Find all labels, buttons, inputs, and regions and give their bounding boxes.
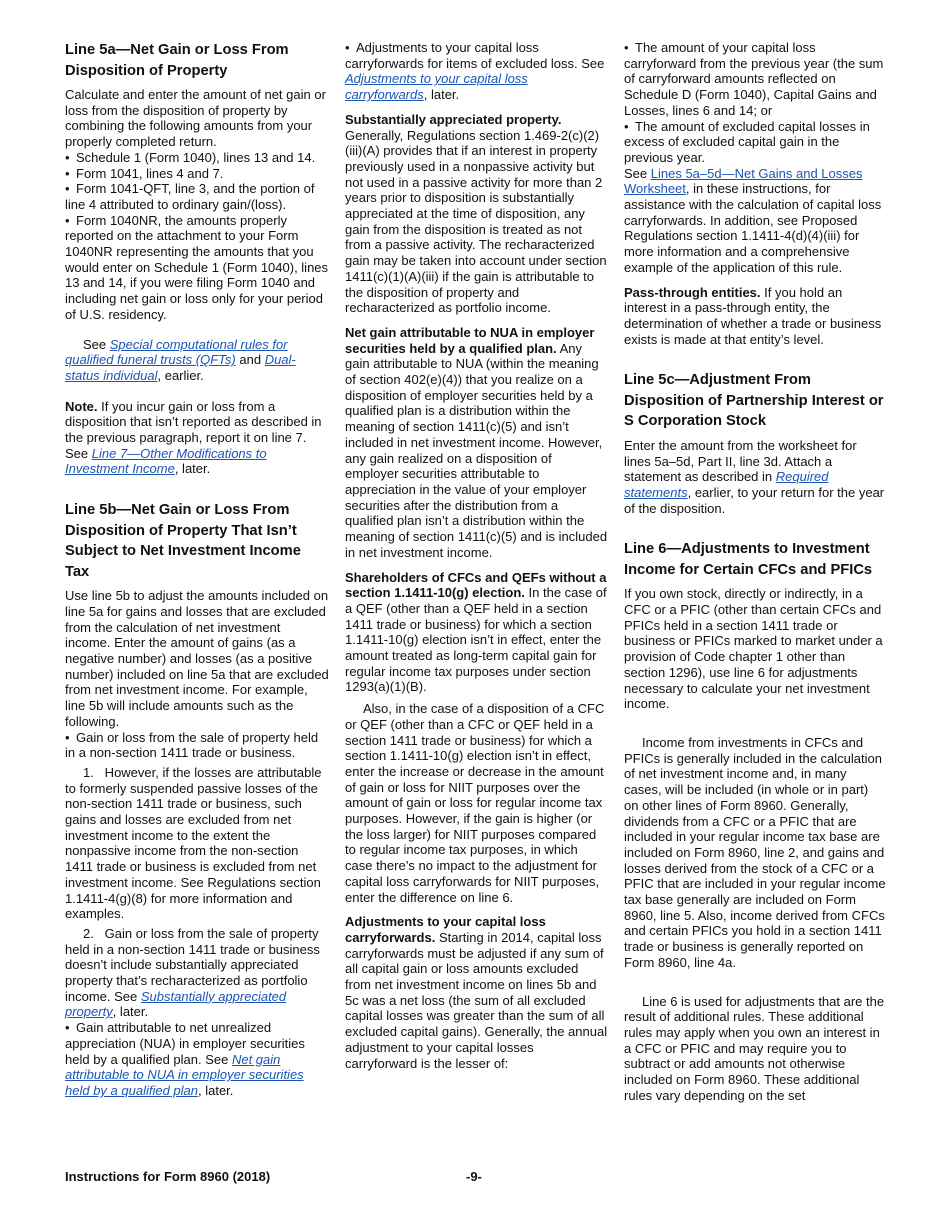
bullet-form-1041-qft: • Form 1041-QFT, line 3, and the portion of line 4 attributed to ordinary gain/(loss). — [65, 181, 329, 212]
paragraph-nua: Net gain attributable to NUA in employer securities held by a qualified plan. Any gain attributable to NUA (within the meaning of section 402(e)(4)) that you realize on a disposition of employer securities held by a qualified plan is a distribution within the meaning of section 1411(c)(5) and isn’t included in net investment income. However, any gain realized on a disposition of employer securities attributable to appreciation in the value of your employer securities after the distribution from a qualified plan isn’t a distribution within the meaning of section 1411(c)(5) and is included in net investment income. — [345, 324, 608, 560]
bullet-capital-loss-adjustments: • Adjustments to your capital loss carryforwards for items of excluded loss. See Adjustments to your capital loss carryforwards, later. — [345, 40, 608, 103]
paragraph-line-6-a: If you own stock, directly or indirectly, in a CFC or a PFIC (other than certain CFCs and PFICs held in a section 1411 trade or business or PFICs marked to market under a provision of Code chapter 1 other than section 1296), use line 6 for adjustments necessary to calculate your net investment income. — [624, 586, 883, 712]
paragraph-pass-through: Pass-through entities. If you hold an interest in a pass-through entity, the determination of whether a trade or business exists is made at that entity’s level. — [624, 284, 882, 347]
link-substantially-appreciated[interactable]: Substantially appreciated property — [65, 988, 287, 1020]
heading-line-5a: Line 5a—Net Gain or Loss From Disposition of Property — [65, 42, 289, 79]
link-line-7[interactable]: Line 7—Other Modifications to Investment Income — [65, 445, 267, 477]
paragraph-line-6-b: Income from investments in CFCs and PFICs is generally included in the calculation of net investment income and, in many cases, will be included (in whole or in part) on other lines of Form 8960. Generally, dividends from a CFC or a PFIC that are included in your regular income tax base are included on Form 8960, line 2, and gains and losses derived from the stock of a CFC or a PFIC that are included in your regular income tax base generally are included on Form 8960, line 5. Also, income derived from CFCs and certain PFICs you hold in a section 1411 trade or business is generally reported on Form 8960, line 4a. — [624, 735, 886, 970]
footer-page-number: -9- — [466, 1169, 482, 1184]
see-also-paragraph: See Special computational rules for qualified funeral trusts (QFTs) and Dual-status individual, earlier. — [65, 336, 296, 383]
bullet-non-1411-sale: • Gain or loss from the sale of property held in a non-section 1411 trade or business. — [65, 730, 329, 761]
paragraph-substantially-appreciated: Substantially appreciated property. Generally, Regulations section 1.469-2(c)(2)(iii)(A) provides that if an interest in property previously used in a nonpassive activity but not used in a passive activity for more than 2 years prior to disposition is substantially appreciated at the time of disposition, any gain from the disposition is treated as not from a passive activity. The recharacterized gain may be taken into account under section 1411(c)(1)(A)(iii) if the gain is attributable to the disposition of property and recharacterized as portfolio income. — [345, 111, 607, 316]
numbered-item-1: 1. However, if the losses are attributable to formerly suspended passive losses of the non-section 1411 trade or business, such gains and losses are excluded from net investment income to the extent the nonpassive income from the non-section 1411 trade or business is excluded from net investment income. See Regulations section 1.1411-4(g)(8) for more information and examples. — [65, 764, 322, 922]
bullet-schedule-1: • Schedule 1 (Form 1040), lines 13 and 14. — [65, 150, 329, 166]
link-net-gain-nua[interactable]: Net gain attributable to NUA in employer securities held by a qualified plan — [65, 1051, 304, 1098]
paragraph-line-5a: Calculate and enter the amount of net gain or loss from the disposition of property by combining the following amounts from your properly completed return. — [65, 87, 326, 150]
paragraph-capital-loss-carryforwards: Adjustments to your capital loss carryforwards. Starting in 2014, capital loss carryforwards must be adjusted if any sum of all capital gain or loss amounts excluded from net investment income on lines 5b and 5c was a net loss (the sum of all excluded capital losses was greater than the sum of all excluded capital gains). Generally, the annual adjustment to your capital losses carryforward is the lesser of: — [345, 914, 608, 1071]
heading-line-6: Line 6—Adjustments to Investment Income for Certain CFCs and PFICs — [624, 541, 873, 578]
numbered-item-2: 2. Gain or loss from the sale of property held in a non-section 1411 trade or business doesn’t include substantially appreciated property that’s recharacterized as portfolio income. See Substantially appreciated property, later. — [65, 925, 320, 1020]
bullet-form-1041: • Form 1041, lines 4 and 7. — [65, 166, 329, 182]
link-worksheet-5a-5d[interactable]: Lines 5a–5d—Net Gains and Losses Worksheet — [624, 165, 863, 197]
column-3 — [624, 40, 886, 1112]
bullet-excluded-losses: • The amount of excluded capital losses in excess of excluded capital gain in the previous year. — [624, 119, 886, 166]
link-qft-rules[interactable]: Special computational rules for qualified funeral trusts (QFTs) — [65, 336, 288, 368]
heading-line-5c: Line 5c—Adjustment From Disposition of Partnership Interest or S Corporation Stock — [624, 372, 884, 430]
paragraph-also-disposition: Also, in the case of a disposition of a CFC or QEF (other than a CFC or QEF held in a section 1411 trade or business) for which a section 1.1411-10(g) election isn’t in effect, enter the increase or decrease in the amount of gain or loss for NIIT purposes over the amount of gain or loss for regular income tax purposes. However, if the gain is higher (or the loss larger) for NIIT purposes compared to regular income tax purposes, in which case there’s no impact to the adjustment for capital loss carryforwards for NIIT purposes, enter the difference on line 6. — [345, 701, 605, 905]
paragraph-line-5c: Enter the amount from the worksheet for lines 5a–5d, Part II, line 3d. Attach a statement as described in Required statements, earlier, to your return for the year of the disposition. — [624, 437, 885, 516]
bullet-form-1040nr: • Form 1040NR, the amounts properly reported on the attachment to your Form 1040NR representing the amounts that you would enter on Schedule 1 (Form 1040), lines 13 and 14, if you were filing Form 1040 and including net gain or loss only for your period of U.S. residency. — [65, 213, 329, 323]
bullet-previous-carryforward: • The amount of your capital loss carryforward from the previous year (the sum of carryforward amounts reflected on Schedule D (Form 1040), Capital Gains and Losses, lines 6 and 14; or — [624, 40, 886, 119]
bullet-nua: • Gain attributable to net unrealized appreciation (NUA) in employer securities held by a qualified plan. See Net gain attributable to NUA in employer securities held by a qualified plan, later. — [65, 1020, 329, 1099]
paragraph-cfc-qef: Shareholders of CFCs and QEFs without a section 1.1411-10(g) election. In the case of a QEF (other than a QEF held in a section 1411 trade or business) for which a section 1.1411-10(g) election isn’t in effect, enter the amount treated as long-term capital gain for regular income tax purposes under section 1293(a)(1)(B). — [345, 569, 607, 695]
paragraph-line-6-c: Line 6 is used for adjustments that are the result of additional rules. These additional rules may apply when you own an interest in a CFC or PFIC and may require you to subtract or add amounts not otherwise included on Form 8960. These additional rules vary depending on the set — [624, 993, 885, 1103]
column-2 — [345, 40, 608, 1080]
column-1 — [65, 40, 329, 1099]
link-dual-status[interactable]: Dual-status individual — [65, 352, 296, 383]
footer-form-title: Instructions for Form 8960 (2018) — [65, 1169, 271, 1184]
link-required-statements[interactable]: Required statements — [624, 469, 829, 500]
link-capital-loss-carryforwards[interactable]: Adjustments to your capital loss carryforwards — [345, 71, 528, 103]
note-paragraph: Note. If you incur gain or loss from a disposition that isn’t reported as described in the previous paragraph, report it on line 7. See Line 7—Other Modifications to Investment Income, later. — [65, 398, 322, 477]
paragraph-line-5b: Use line 5b to adjust the amounts included on line 5a for gains and losses that are excluded from the calculation of net investment income. Enter the amount of gains (as a negative number) and losses (as a positive number) included on line 5a that are excluded from net investment income. For example, line 5b will include amounts such as the following. — [65, 588, 329, 729]
paragraph-see-worksheet: See Lines 5a–5d—Net Gains and Losses Worksheet, in these instructions, for assistance with the calculation of capital loss carryforwards. In addition, see Proposed Regulations section 1.1411-4(d)(4)(iii) for more information and a comprehensive example of the application of this rule. — [624, 165, 882, 275]
heading-line-5b: Line 5b—Net Gain or Loss From Disposition of Property That Isn’t Subject to Net Investment Income Tax — [65, 502, 301, 580]
